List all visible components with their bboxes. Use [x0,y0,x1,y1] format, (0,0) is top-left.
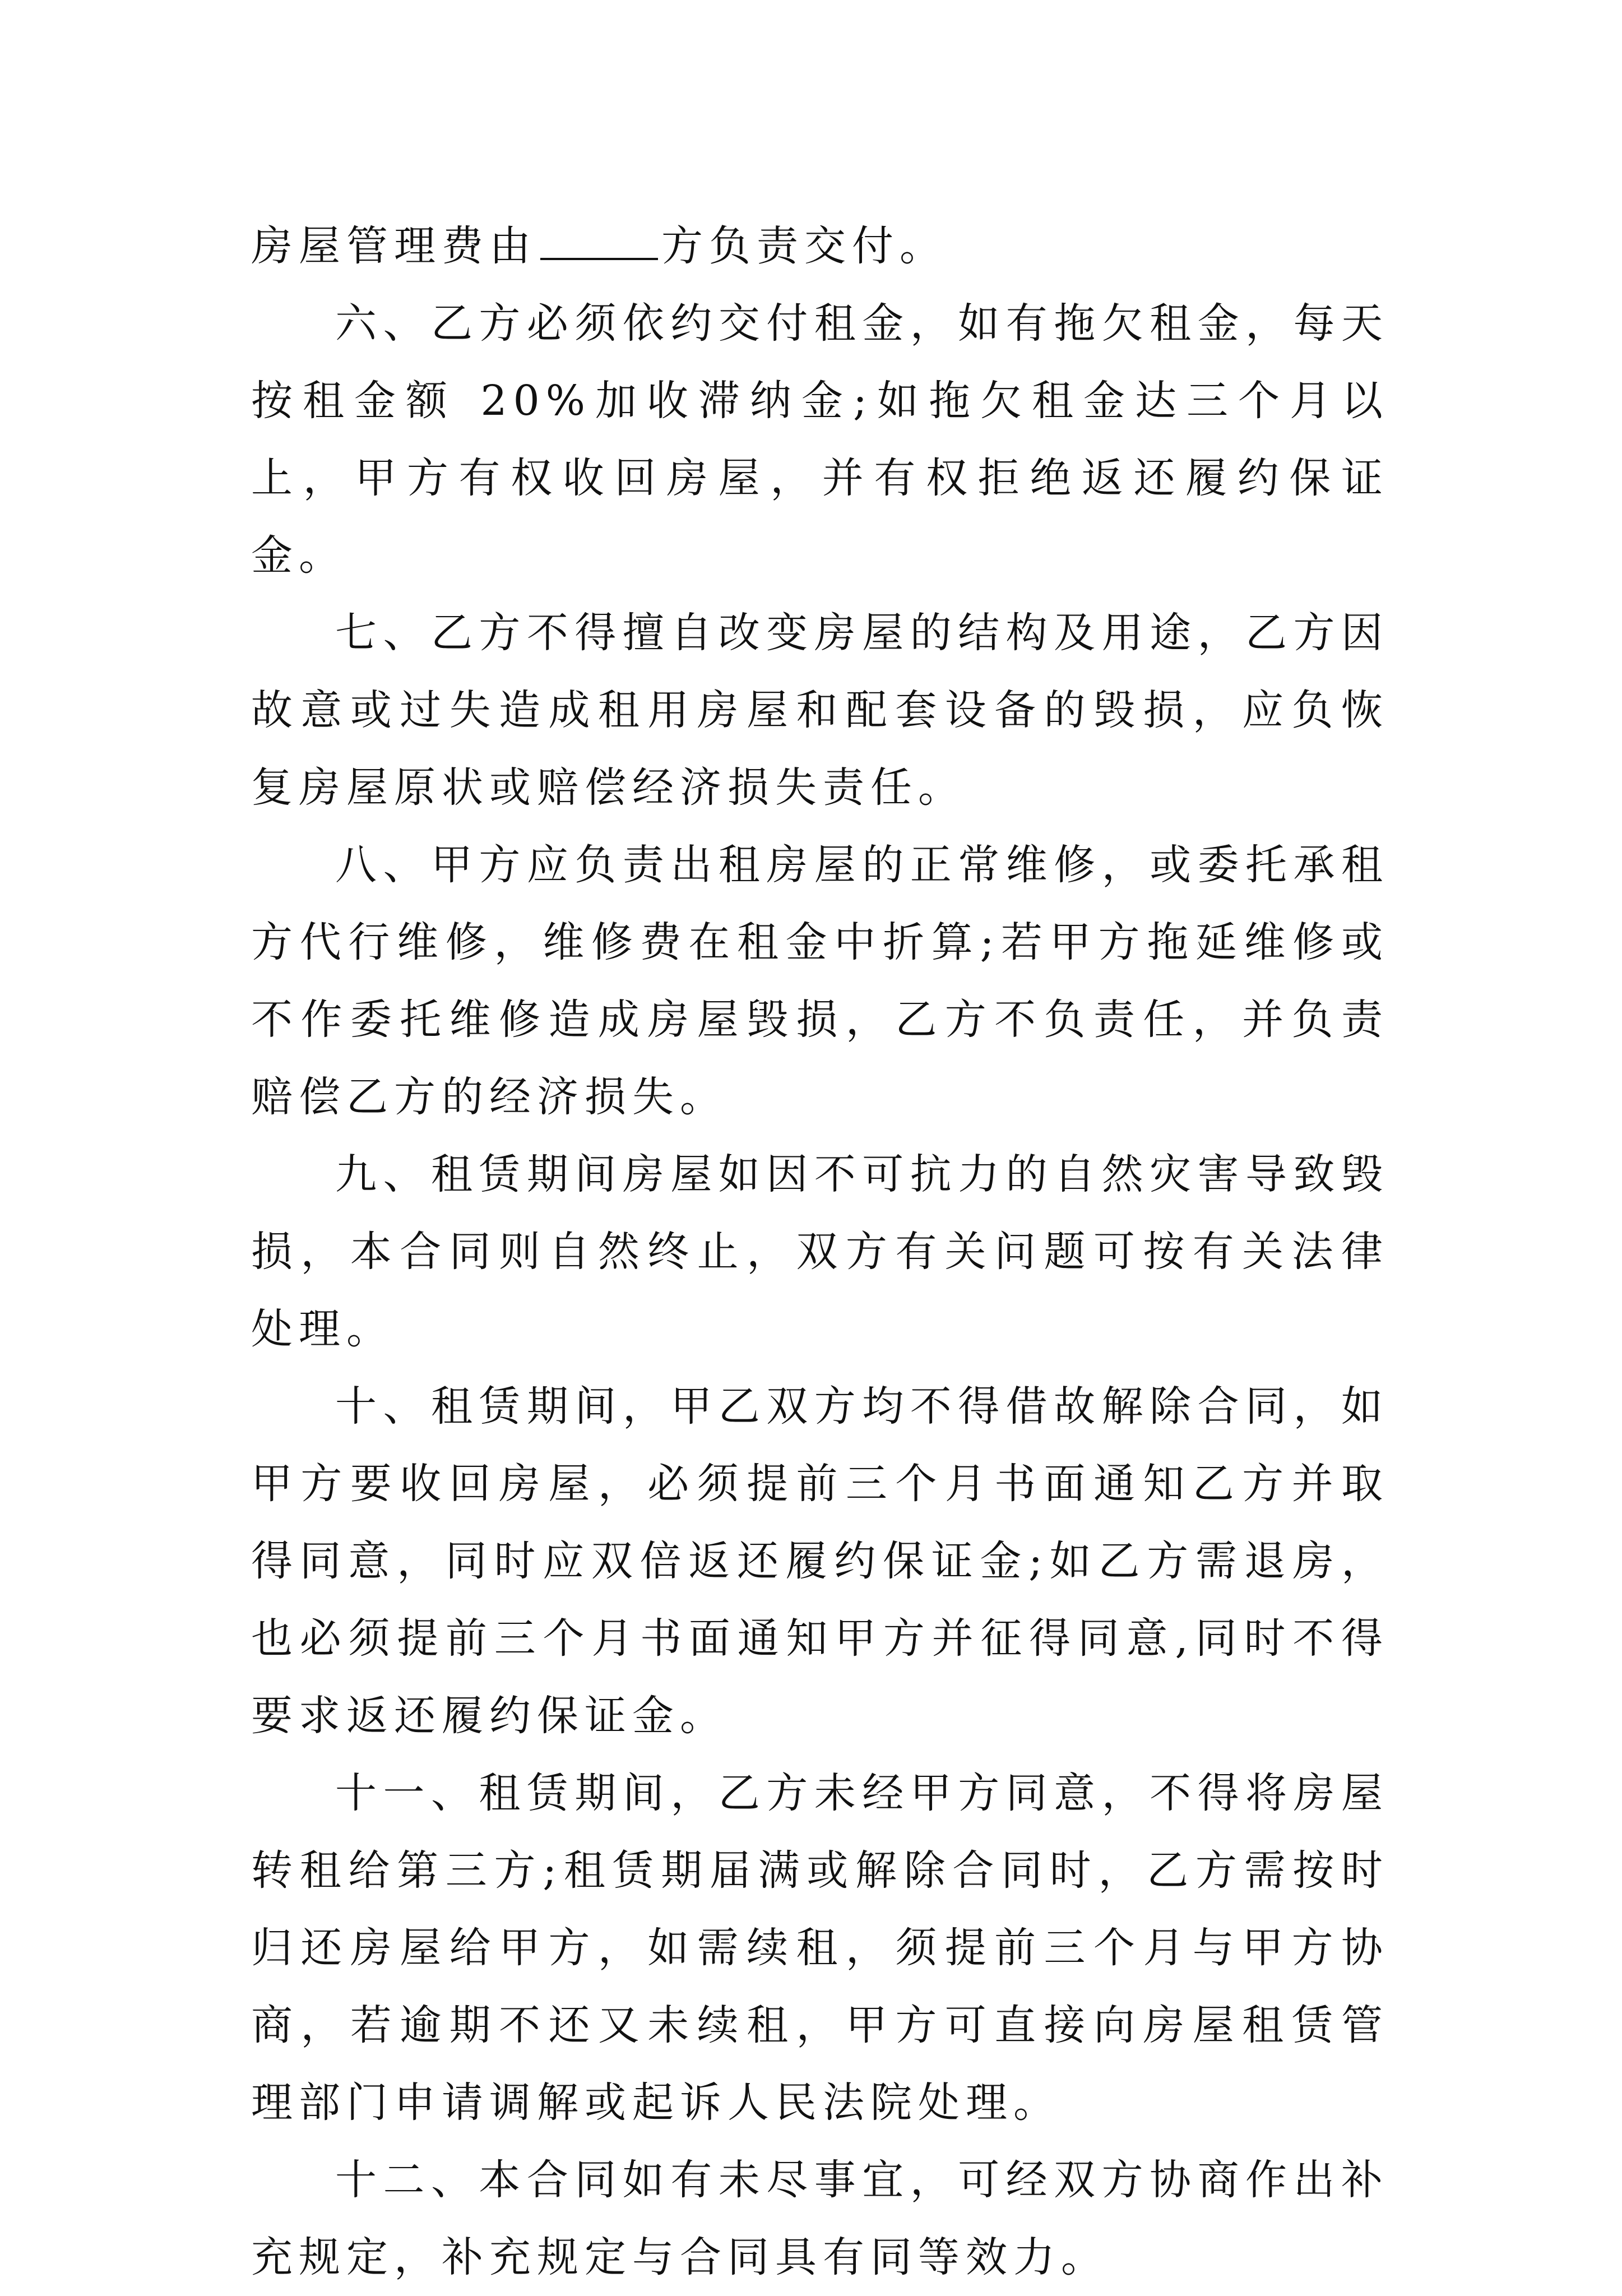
management-fee-text-end: 方负责交付。 [661,222,947,270]
clause-6: 六、乙方必须依约交付租金，如有拖欠租金，每天按租金额 20%加收滞纳金;如拖欠租金达三个月以上，甲方有权收回房屋，并有权拒绝返还履约保证金。 [251,299,1389,580]
clause-9: 九、租赁期间房屋如因不可抗力的自然灾害导致毁损，本合同则自然终止，双方有关问题可按有关法律处理。 [251,1150,1389,1353]
fill-in-blank [540,219,658,260]
document-body [251,207,1389,2296]
clause-10: 十、租赁期间，甲乙双方均不得借故解除合同，如甲方要收回房屋，必须提前三个月书面通知乙方并取得同意，同时应双倍返还履约保证金;如乙方需退房，也必须提前三个月书面通知甲方并征得同意,同时不得要求返还履约保证金。 [251,1382,1389,1740]
management-fee-text: 房屋管理费由 [251,222,537,270]
paragraph-management-fee [251,207,1389,285]
clause-7: 七、乙方不得擅自改变房屋的结构及用途，乙方因故意或过失造成租用房屋和配套设备的毁损，应负恢复房屋原状或赔偿经济损失责任。 [251,609,1389,812]
clause-12: 十二、本合同如有未尽事宜，可经双方协商作出补充规定，补充规定与合同具有同等效力。 [251,2156,1389,2281]
clause-8: 八、甲方应负责出租房屋的正常维修，或委托承租方代行维修，维修费在租金中折算;若甲方拖延维修或不作委托维修造成房屋毁损，乙方不负责任，并负责赔偿乙方的经济损失。 [251,841,1389,1121]
clause-11: 十一、租赁期间，乙方未经甲方同意，不得将房屋转租给第三方;租赁期届满或解除合同时，乙方需按时归还房屋给甲方，如需续租，须提前三个月与甲方协商，若逾期不还又未续租，甲方可直接向房屋租赁管理部门申请调解或起诉人民法院处理。 [251,1769,1389,2127]
